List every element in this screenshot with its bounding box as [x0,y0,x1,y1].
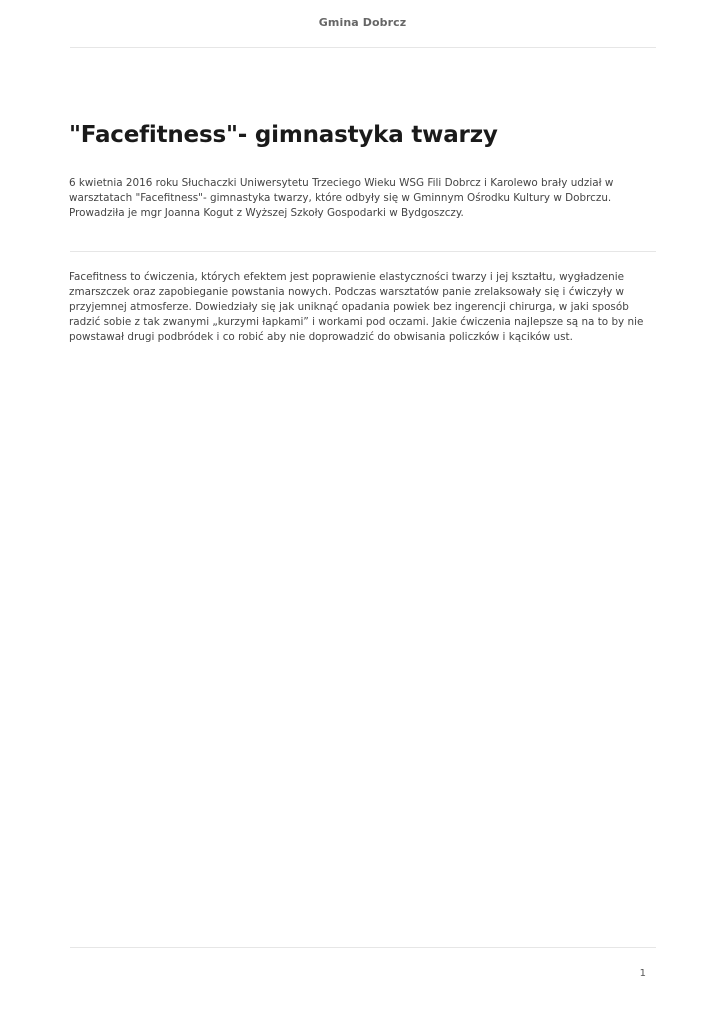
site-header-title: Gmina Dobrcz [318,16,407,29]
article-body-paragraph: Facefitness to ćwiczenia, których efektem jest poprawienie elastyczności twarzy i jej kształtu, wygładzenie zmarszczek oraz zapobieganie powstania nowych. Podczas warsztatów panie zrelaksowały się i ćwiczyły w przyjemnej atmosferze. Dowiedziały się jak uniknąć opadania powiek bez ingerencji chirurga, w jaki sposób radzić sobie z tak zwanymi „kurzymi łapkami” i workami pod oczami. Jakie ćwiczenia najlepsze są na to by nie powstawał drugi podbródek i co robić aby nie doprowadzić do obwisania policzków i kącików ust. [69,271,644,343]
content-divider [70,251,656,252]
article-title: "Facefitness"- gimnastyka twarzy [69,122,498,148]
footer-divider [70,947,656,948]
page-number: 1 [639,968,646,979]
article-lead-paragraph: 6 kwietnia 2016 roku Słuchaczki Uniwersytetu Trzeciego Wieku WSG Fili Dobrcz i Karolewo brały udział w warsztatach "Facefitness"- gimnastyka twarzy, które odbyły się w Gminnym Ośrodku Kultury w Dobrczu. Prowadziła je mgr Joanna Kogut z Wyższej Szkoły Gospodarki w Bydgoszczy. [69,177,614,219]
header-divider [70,47,656,48]
